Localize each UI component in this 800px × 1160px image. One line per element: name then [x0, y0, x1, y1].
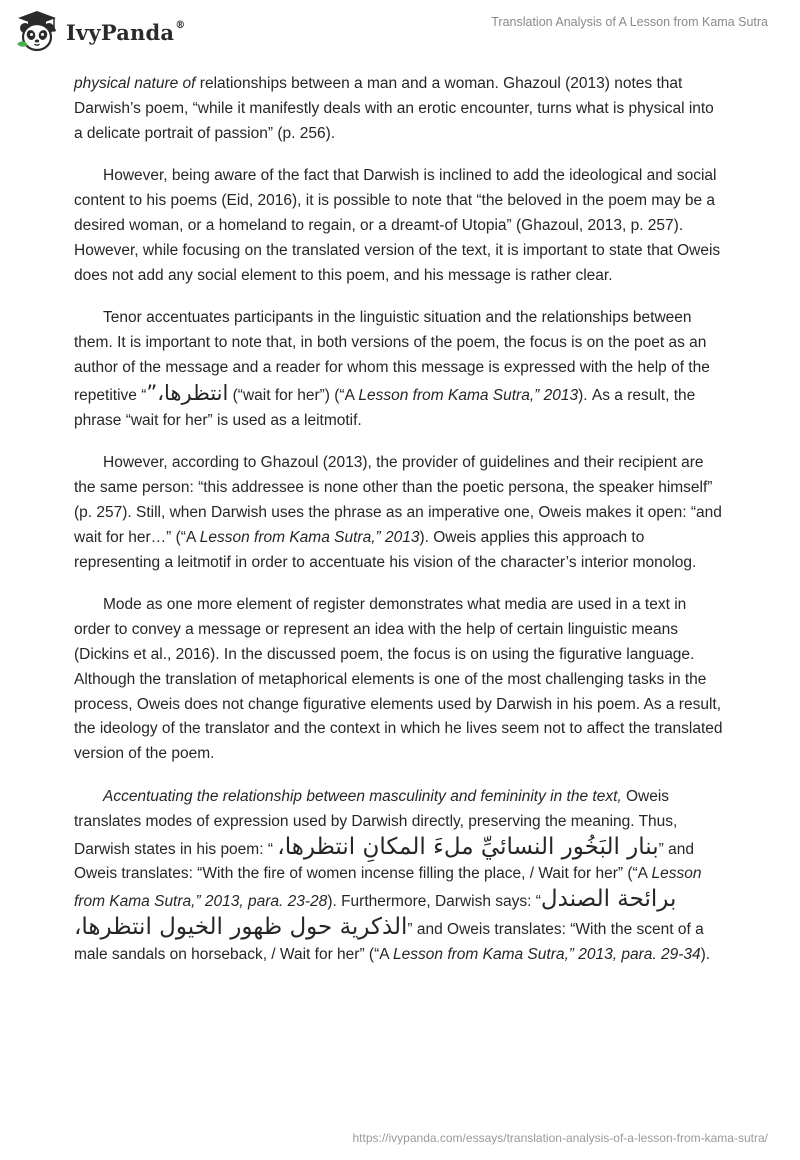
paragraph: Tenor accentuates participants in the linguistic situation and the relationships between them. It is important to note that, in both versions of the poem, the focus is on the poet as an author of the message and a reader for whom this message is expressed with the help of the repetitive “انتظرها،” (“wait for her”) (“A Lesson from Kama Sutra,” 2013). As a result, the phrase “wait for her” is used as a leitmotif.	[74, 309, 710, 429]
arabic-quote: انتظرها،”	[146, 380, 229, 405]
arabic-quote: برائحة الصندل الذكرية حول ظهور الخيول انتظرها،	[74, 886, 677, 940]
arabic-quote: بنار البَخُور النسائيِّ ملءَ المكانِ انتظرها،	[277, 833, 659, 860]
panda-graduate-icon	[14, 8, 60, 54]
paragraph: Accentuating the relationship between masculinity and femininity in the text, Oweis translates modes of expression used by Darwish directly, preserving the meaning. Thus, Darwish states in his poem: “ بنار البَخُور النسائيِّ ملءَ المكانِ انتظرها،” and Oweis translates: “With the fire of women incense filling the place, / Wait for her” (“A Lesson from Kama Sutra,” 2013, para. 23-28). Furthermore, Darwish says: “برائحة الصندل الذكرية حول ظهور الخيول انتظرها،” and Oweis translates: “With the scent of a male sandals on horseback, / Wait for her” (“A Lesson from Kama Sutra,” 2013, para. 29-34).	[74, 787, 711, 963]
paragraph: Mode as one more element of register demonstrates what media are used in a text in order to convey a message or represent an idea with the help of certain linguistic means (Dickins et al., 2016). In the discussed poem, the focus is on using the figurative language. Although the translation of metaphorical elements is one of the most challenging tasks in the process, Oweis does not change figurative elements used by Darwish in his poem. As a result, the ideology of the translator and the context in which he lives seem not to affect the translated version of the poem.	[74, 596, 723, 763]
brand-name: IvyPanda®	[66, 19, 186, 45]
paragraph: physical nature of relationships between a man and a woman. Ghazoul (2013) notes that Darwish’s poem, “while it manifestly deals with an erotic encounter, turns what is physical into a delicate portrait of passion” (p. 256).	[74, 75, 714, 142]
document-title: Translation Analysis of A Lesson from Kama Sutra	[491, 15, 768, 29]
page-header	[0, 0, 800, 70]
paragraph: However, being aware of the fact that Darwish is inclined to add the ideological and social content to his poems (Eid, 2016), it is possible to note that “the beloved in the poem may be a desired woman, or a homeland to regain, or a dreamt-of Utopia” (Ghazoul, 2013, p. 257). However, while focusing on the translated version of the text, it is important to state that Oweis does not add any social element to this poem, and his message is rather clear.	[74, 167, 721, 284]
essay-body	[74, 72, 724, 986]
ivypanda-logo[interactable]	[14, 8, 185, 54]
source-url[interactable]: https://ivypanda.com/essays/translation-analysis-of-a-lesson-from-kama-sutra/	[352, 1131, 768, 1145]
paragraph: However, according to Ghazoul (2013), the provider of guidelines and their recipient are the same person: “this addressee is none other than the poetic persona, the speaker himself” (p. 257). Still, when Darwish uses the phrase as an imperative one, Oweis makes it open: “and wait for her…” (“A Lesson from Kama Sutra,” 2013). Oweis applies this approach to representing a leitmotif in order to accentuate his vision of the character’s interior monolog.	[74, 454, 722, 571]
